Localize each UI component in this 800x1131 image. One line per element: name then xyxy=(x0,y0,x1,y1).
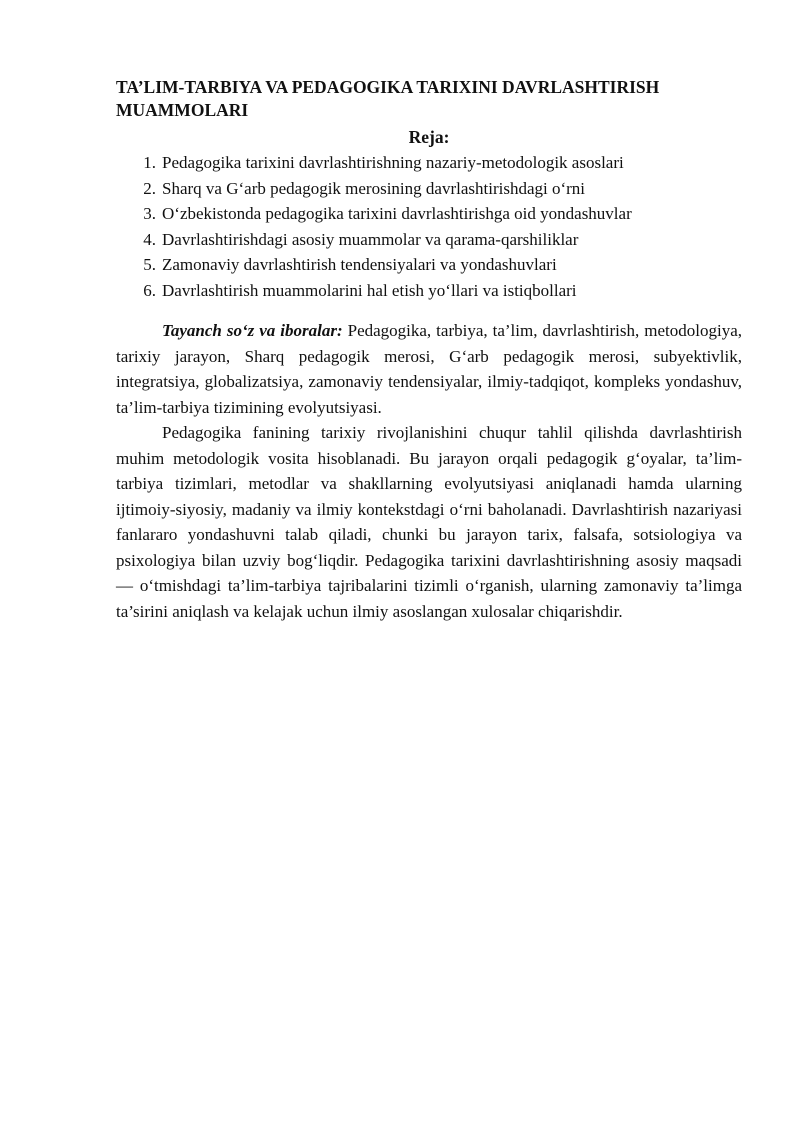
plan-item-text: Davrlashtirishdagi asosiy muammolar va qarama-qarshiliklar xyxy=(162,229,579,249)
plan-item-number: 3. xyxy=(143,204,156,223)
plan-item xyxy=(116,278,742,304)
plan-item-text: Davrlashtirish muammolarini hal etish yo‘llari va istiqbollari xyxy=(162,280,577,300)
plan-heading: Reja: xyxy=(408,127,450,147)
plan-item xyxy=(116,176,742,202)
plan-item-number: 1. xyxy=(143,153,156,172)
plan-item xyxy=(116,252,742,278)
plan-item xyxy=(116,201,742,227)
plan-item-number: 2. xyxy=(143,178,156,198)
plan-item-text: Sharq va G‘arb pedagogik merosining davrlashtirishdagi o‘rni xyxy=(162,178,586,198)
keywords-paragraph xyxy=(116,318,742,420)
document-page xyxy=(116,76,742,624)
plan-item-number: 5. xyxy=(143,255,156,274)
body-paragraph: Pedagogika fanining tarixiy rivojlanishini chuqur tahlil qilishda davrlashtirish muhim metodologik vosita hisoblanadi. Bu jarayon orqali pedagogik g‘oyalar, ta’lim-tarbiya tizimlari, metodlar va shakllarning evolyutsiyasi aniqlanadi hamda ularning ijtimoiy-siyosiy, madaniy va ilmiy kontekstdagi o‘rni baholanadi. Davrlashtirish nazariyasi fanlararo yondashuvni talab qiladi, chunki bu jarayon tarix, falsafa, sotsiologiya va psixologiya bilan uzviy bog‘liqdir. Pedagogika tarixini davrlashtirishning asosiy maqsadi — o‘tmishdagi ta’lim-tarbiya tajribalarini tizimli o‘rganish, ularning zamonaviy ta’limga ta’sirini aniqlash va kelajak uchun ilmiy asoslangan xulosalar chiqarishdir. xyxy=(116,423,742,621)
plan-item-text: Pedagogika tarixini davrlashtirishning nazariy-metodologik asoslari xyxy=(162,153,624,172)
keywords-label: Tayanch so‘z va iboralar: xyxy=(162,321,343,340)
plan-item-number: 6. xyxy=(143,280,156,300)
plan-list xyxy=(116,150,742,303)
plan-item-text: Zamonaviy davrlashtirish tendensiyalari va yondashuvlari xyxy=(162,255,557,274)
plan-item-number: 4. xyxy=(143,229,156,249)
document-title: TA’LIM-TARBIYA VA PEDAGOGIKA TARIXINI DAVRLASHTIRISH MUAMMOLARI xyxy=(116,77,660,120)
keywords-text: Pedagogika, tarbiya, ta’lim, davrlashtirish, metodologiya, tarixiy jarayon, Sharq pedagogik merosi, G‘arb pedagogik merosi, subyektivlik, integratsiya, globalizatsiya, zamonaviy tendensiyalar, ilmiy-tadqiqot, kompleks yondashuv, ta’lim-tarbiya tizimining evolyutsiyasi. xyxy=(116,321,742,417)
plan-item xyxy=(116,227,742,253)
plan-item-text: O‘zbekistonda pedagogika tarixini davrlashtirishga oid yondashuvlar xyxy=(162,204,632,223)
plan-item xyxy=(116,150,742,176)
